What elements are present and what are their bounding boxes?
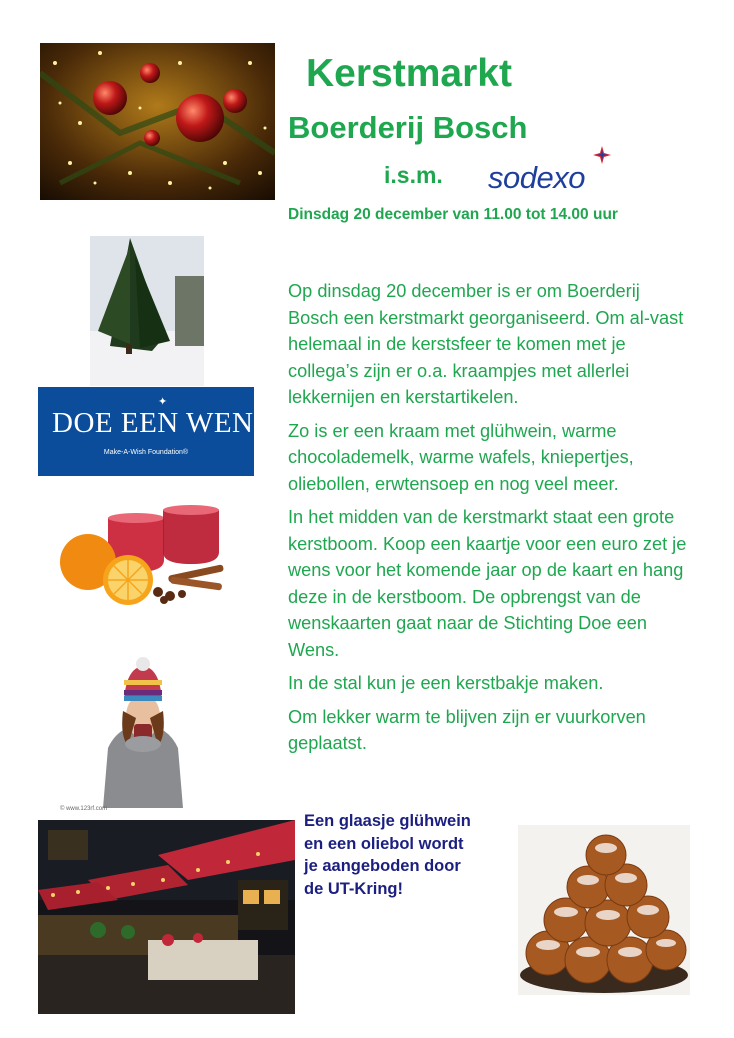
doe-een-wens-logo xyxy=(38,387,271,476)
photo-woman-winter-hat xyxy=(98,656,188,808)
page-title: Kerstmarkt xyxy=(306,52,512,95)
doe-een-wens-name: DOE EEN WENS xyxy=(52,407,271,439)
star-icon xyxy=(593,146,611,164)
paragraph: Op dinsdag 20 december is er om Boerderij Bosch een kerstmarkt georganiseerd. Om al-vast helemaal in de kerstsfeer te komen met je collega’s zijn er o.a. kraampjes met allerlei lekkernijen en kerstartikelen. xyxy=(288,281,684,407)
photo-snowy-tree xyxy=(90,236,204,386)
photo-watermark: © www.123rf.com xyxy=(60,806,108,812)
paragraph: In de stal kun je een kerstbakje maken. xyxy=(288,673,604,693)
star-icon: ✦ xyxy=(158,396,168,408)
doe-een-wens-tagline: Make-A-Wish Foundation® xyxy=(103,449,189,456)
sodexo-logo-text: sodexo xyxy=(488,160,585,195)
offer-line: je aangeboden door xyxy=(304,857,461,875)
event-description xyxy=(288,278,688,764)
paragraph: Om lekker warm te blijven zijn er vuurkorven geplaatst. xyxy=(288,706,646,753)
offer-note xyxy=(304,810,514,900)
photo-gluhwein-orange xyxy=(58,500,230,610)
sodexo-logo xyxy=(488,146,624,194)
paragraph: In het midden van de kerstmarkt staat een grote kerstboom. Koop een kaartje voor een euro zet je wens voor het komende jaar op de kaart en hang deze in de kerstboom. De opbrengst van de wenskaarten gaat naar de Stichting Doe een Wens. xyxy=(288,507,687,660)
paragraph: Zo is er een kraam met glühwein, warme chocolademelk, warme wafels, kniepertjes, oliebollen, erwtensoep en nog veel meer. xyxy=(288,420,634,494)
photo-market-stalls xyxy=(38,820,295,1014)
ism-label: i.s.m. xyxy=(384,162,443,188)
photo-oliebollen xyxy=(518,825,690,995)
offer-line: Een glaasje glühwein xyxy=(304,812,471,830)
offer-line: de UT-Kring! xyxy=(304,879,403,898)
offer-line: en een oliebol wordt xyxy=(304,834,464,853)
photo-christmas-ornaments xyxy=(40,43,275,200)
event-date: Dinsdag 20 december van 11.00 tot 14.00 uur xyxy=(288,206,618,223)
page-subtitle: Boerderij Bosch xyxy=(288,110,528,145)
